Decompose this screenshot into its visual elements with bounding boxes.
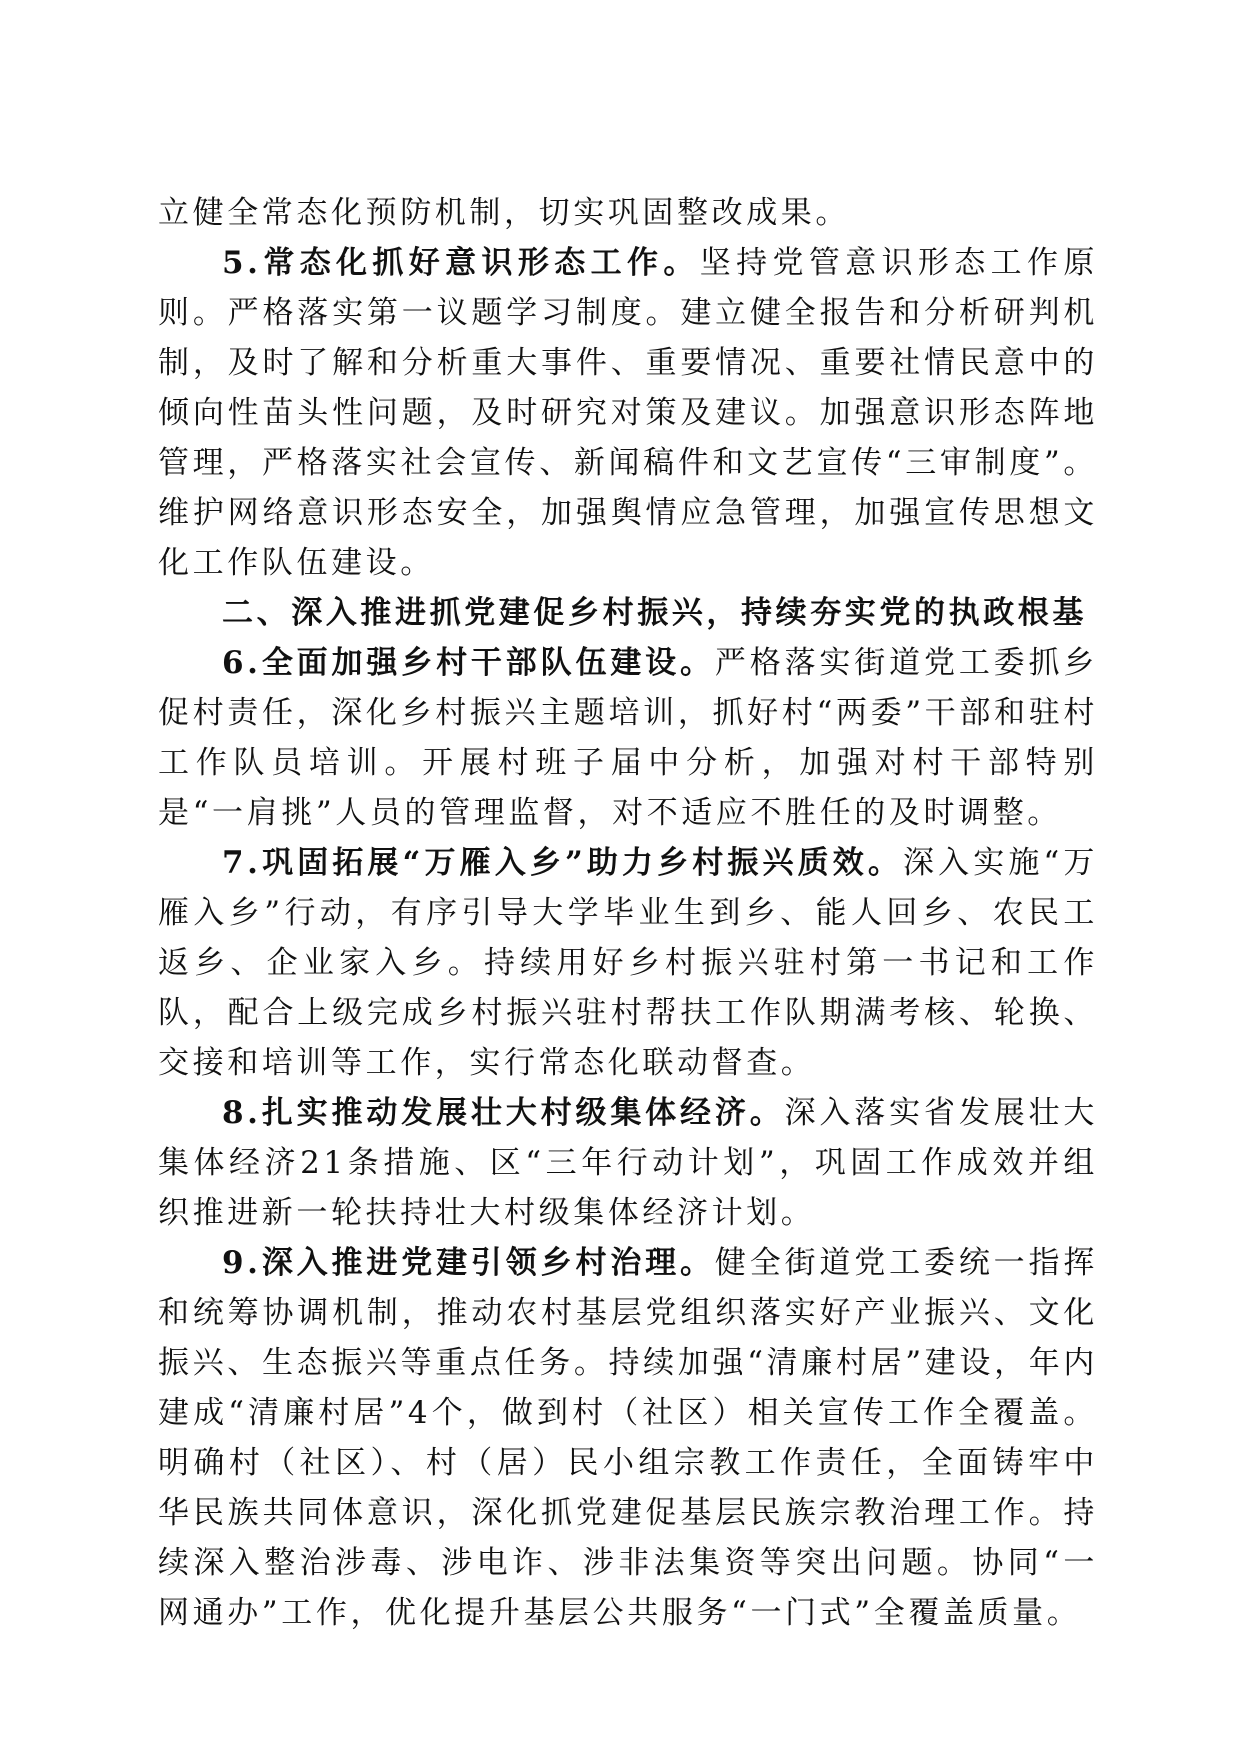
paragraph-text: 深入实施“万雁入乡”行动，有序引导大学毕业生到乡、能人回乡、农民工返乡、企业家入乡。持续用好乡村振兴驻村第一书记和工作队，配合上级完成乡村振兴驻村帮扶工作队期满考核、轮换、交接和培训等工作，实行常态化联动督查。 bbox=[158, 845, 1099, 1081]
paragraph-item-8 bbox=[158, 1088, 1098, 1238]
item-lead-6: 6.全面加强乡村干部队伍建设。 bbox=[222, 645, 715, 681]
document-body bbox=[158, 188, 1098, 1638]
item-lead-9: 9.深入推进党建引领乡村治理。 bbox=[222, 1245, 715, 1281]
section-heading bbox=[158, 588, 1098, 638]
paragraph-text: 严格落实街道党工委抓乡促村责任，深化乡村振兴主题培训，抓好村“两委”干部和驻村工作队员培训。开展村班子届中分析，加强对村干部特别是“一肩挑”人员的管理监督，对不适应不胜任的及时调整。 bbox=[158, 645, 1098, 831]
paragraph-text: 坚持党管意识形态工作原则。严格落实第一议题学习制度。建立健全报告和分析研判机制，及时了解和分析重大事件、重要情况、重要社情民意中的倾向性苗头性问题，及时研究对策及建议。加强意识形态阵地管理，严格落实社会宣传、新闻稿件和文艺宣传“三审制度”。维护网络意识形态安全，加强舆情应急管理，加强宣传思想文化工作队伍建设。 bbox=[158, 245, 1098, 581]
section-heading-text: 二、深入推进抓党建促乡村振兴，持续夯实党的执政根基 bbox=[222, 595, 1087, 631]
paragraph-text: 深入落实省发展壮大集体经济21条措施、区“三年行动计划”，巩固工作成效并组织推进新一轮扶持壮大村级集体经济计划。 bbox=[158, 1095, 1099, 1231]
item-lead-5: 5.常态化抓好意识形态工作。 bbox=[222, 245, 700, 281]
item-lead-7: 7.巩固拓展“万雁入乡”助力乡村振兴质效。 bbox=[222, 845, 903, 881]
paragraph-text: 健全街道党工委统一指挥和统筹协调机制，推动农村基层党组织落实好产业振兴、文化振兴、生态振兴等重点任务。持续加强“清廉村居”建设，年内建成“清廉村居”4个，做到村（社区）相关宣传工作全覆盖。明确村（社区）、村（居）民小组宗教工作责任，全面铸牢中华民族共同体意识，深化抓党建促基层民族宗教治理工作。持续深入整治涉毒、涉电诈、涉非法集资等突出问题。协同“一网通办”工作，优化提升基层公共服务“一门式”全覆盖质量。 bbox=[158, 1245, 1098, 1631]
paragraph-item-7 bbox=[158, 838, 1098, 1088]
paragraph-item-5 bbox=[158, 238, 1098, 588]
item-lead-8: 8.扎实推动发展壮大村级集体经济。 bbox=[222, 1095, 785, 1131]
paragraph-item-9 bbox=[158, 1238, 1098, 1638]
paragraph-text: 立健全常态化预防机制，切实巩固整改成果。 bbox=[158, 195, 850, 231]
paragraph-item-6 bbox=[158, 638, 1098, 838]
paragraph-continuation bbox=[158, 188, 1098, 238]
